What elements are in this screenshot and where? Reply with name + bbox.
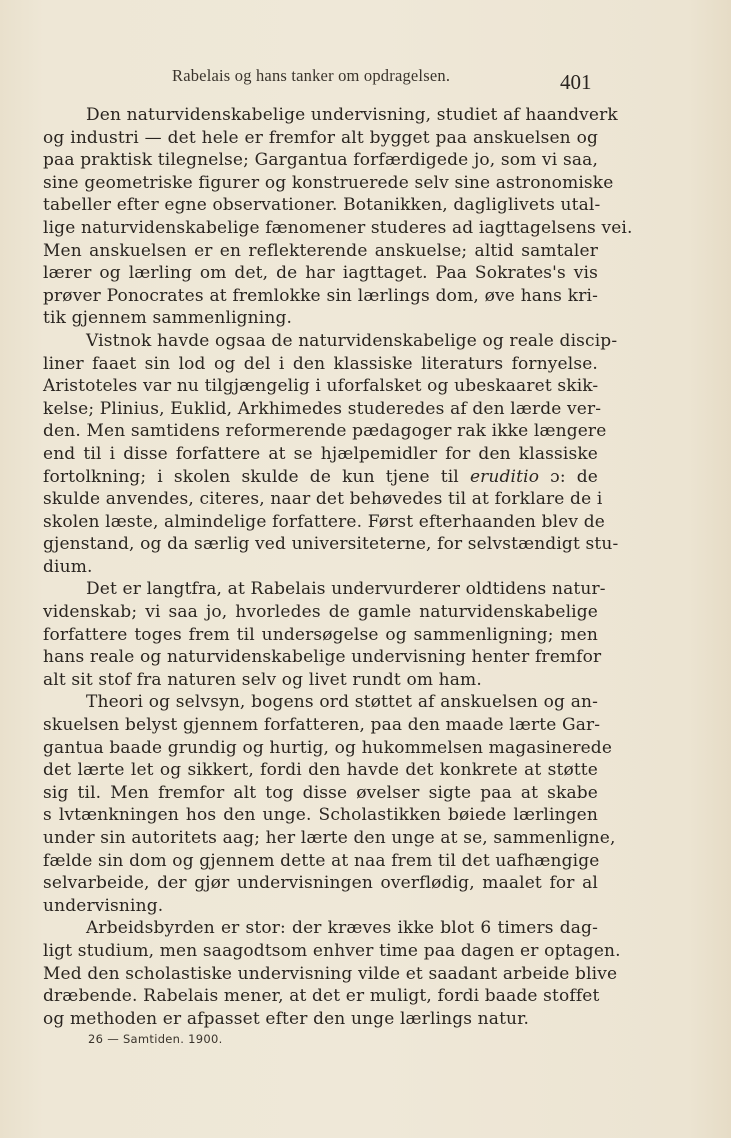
text-line: Arbeidsbyrden er stor: der kræves ikke blot 6 timers dag- xyxy=(86,918,598,939)
text-line: tik gjennem sammenligning. xyxy=(43,308,293,329)
text-line: sig til. Men fremfor alt tog disse øvelser sigte paa at skabe xyxy=(43,782,598,803)
text-line: Theori og selvsyn, bogens ord støttet af anskuelsen og an- xyxy=(86,692,598,713)
text-line: paa praktisk tilegnelse; Gargantua forfærdigede jo, som vi saa, xyxy=(43,150,598,171)
text-line: end til i disse forfattere at se hjælpemidler for den klassiske xyxy=(43,443,598,464)
text-line: og industri — det hele er fremfor alt bygget paa anskuelsen og xyxy=(43,127,598,148)
text-line: Det er langtfra, at Rabelais undervurderer oldtidens natur- xyxy=(86,579,606,600)
text-line: prøver Ponocrates at fremlokke sin lærlings dom, øve hans kri- xyxy=(43,285,598,306)
text-line: dræbende. Rabelais mener, at det er muligt, fordi baade stoffet xyxy=(43,986,600,1007)
text-line: liner faaet sin lod og del i den klassiske literaturs fornyelse. xyxy=(43,353,598,374)
text-line: sine geometriske figurer og konstruerede selv sine astronomiske xyxy=(43,172,614,193)
text-line: Den naturvidenskabelige undervisning, studiet af haandverk xyxy=(86,105,618,125)
text-line: alt sit stof fra naturen selv og livet rundt om ham. xyxy=(43,669,482,690)
text-line: videnskab; vi saa jo, hvorledes de gamle naturvidenskabelige xyxy=(43,602,598,623)
text-line: Vistnok havde ogsaa de naturvidenskabelige og reale discip- xyxy=(86,330,618,351)
text-line: det lærte let og sikkert, fordi den havde det konkrete at støtte xyxy=(43,760,598,781)
printer-signature-line: 26 — Samtiden. 1900. xyxy=(88,1032,223,1046)
text-line: Med den scholastiske undervisning vilde et saadant arbeide blive xyxy=(43,963,618,984)
text-line: hans reale og naturvidenskabelige undervisning henter fremfor xyxy=(43,647,602,668)
text-line: selvarbeide, der gjør undervisningen overflødig, maalet for al xyxy=(43,873,598,894)
text-line: Men anskuelsen er en reflekterende anskuelse; altid samtaler xyxy=(43,240,598,261)
text-line: undervisning. xyxy=(43,895,164,916)
text-line: kelse; Plinius, Euklid, Arkhimedes studeredes af den lærde ver- xyxy=(43,398,602,419)
text-line: s lvtænkningen hos den unge. Scholastikken bøiede lærlingen xyxy=(43,805,598,826)
text-line: under sin autoritets aag; her lærte den unge at se, sammenligne, xyxy=(43,828,616,848)
page-number: 401 xyxy=(560,70,592,94)
text-line: fortolkning; i skolen skulde de kun tjene til eruditio ɔ: de xyxy=(43,466,598,487)
text-line: tabeller efter egne observationer. Botanikken, dagliglivets utal- xyxy=(43,195,601,216)
text-line: gantua baade grundig og hurtig, og hukommelsen magasinerede xyxy=(43,737,613,758)
running-title: Rabelais og hans tanker om opdragelsen. xyxy=(172,66,451,85)
text-line: skolen læste, almindelige forfattere. Først efterhaanden blev de xyxy=(43,511,605,532)
text-line: skuelsen belyst gjennem forfatteren, paa den maade lærte Gar- xyxy=(43,715,601,736)
text-line: ligt studium, men saagodtsom enhver time paa dagen er optagen. xyxy=(43,940,621,961)
body-text xyxy=(43,104,633,1030)
text-line: skulde anvendes, citeres, naar det behøvedes til at forklare de i xyxy=(43,489,603,510)
text-line: dium. xyxy=(43,556,93,577)
text-line: gjenstand, og da særlig ved universiteterne, for selvstændigt stu- xyxy=(43,534,619,555)
text-line: lærer og lærling om det, de har iagttaget. Paa Sokrates's vis xyxy=(43,263,598,284)
text-line: fælde sin dom og gjennem dette at naa frem til det uafhængige xyxy=(43,850,600,871)
text-line: og methoden er afpasset efter den unge lærlings natur. xyxy=(43,1008,530,1029)
text-line: den. Men samtidens reformerende pædagoger rak ikke længere xyxy=(43,421,607,442)
text-line: lige naturvidenskabelige fænomener studeres ad iagttagelsens vei. xyxy=(43,217,633,238)
text-line: Aristoteles var nu tilgjængelig i uforfalsket og ubeskaaret skik- xyxy=(43,376,599,397)
text-line: forfattere toges frem til undersøgelse og sammenligning; men xyxy=(43,624,598,645)
